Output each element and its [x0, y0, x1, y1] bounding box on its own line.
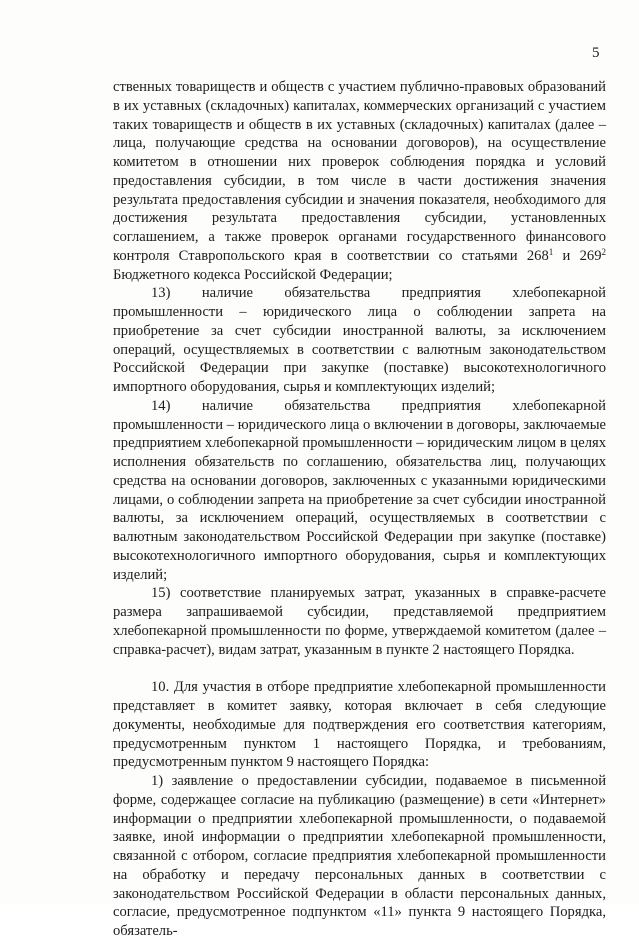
- paragraph-item-14: 14) наличие обязательства предприятия хлебопекарной промышленности – юридического лица о включении в договоры, заключаемые предприятием хлебопекарной промышленности – юридическим лицом в целях исполнения обязательств по соглашению, обязательства лиц, получающих средства на основании договоров, заключенных с указанными юридическими лицами, о соблюдении запрета на приобретение за счет субсидии иностранной валюты, за исключением операций, осуществляемых в соответствии с валютным законодательством Российской Федерации при закупке (поставке) высокотехнологичного импортного оборудования, сырья и комплектующих изделий;: [113, 397, 606, 583]
- paragraph-item-10-1: 1) заявление о предоставлении субсидии, подаваемое в письменной форме, содержащее согласие на публикацию (размещение) в сети «Интернет» информации о предприятии хлебопекарной промышленности, о подаваемой заявке, иной информации о предприятии хлебопекарной промышленности, связанной с отбором, согласие предприятия хлебопекарной промышленности на обработку и передачу персональных данных в соответствии с законодательством Российской Федерации в области персональных данных, согласие, предусмотренное подпунктом «11» пункта 9 настоящего Порядка, обязатель-: [113, 773, 606, 939]
- document-body: [113, 78, 606, 941]
- page-number: 5: [592, 45, 600, 61]
- paragraph-continuation-mid: и 269: [553, 247, 602, 264]
- superscript-2: 2: [601, 246, 607, 257]
- paragraph-section-10: 10. Для участия в отборе предприятие хлебопекарной промышленности представляет в комитет заявку, которая включает в себя следующие документы, необходимые для подтверждения его соответствия категориям, предусмотренным пунктом 1 настоящего Порядка, и требованиям, предусмотренным пунктом 9 настоящего Порядка:: [113, 679, 606, 771]
- paragraph-continuation: [113, 78, 606, 284]
- paragraph-continuation-end: Бюджетного кодекса Российской Федерации;: [113, 266, 393, 283]
- superscript-1: 1: [548, 246, 554, 257]
- paragraph-continuation-text: ственных товариществ и обществ с участием публично-правовых образований в их уставных (складочных) капиталах, коммерческих организаций с участием таких товариществ и обществ в их уставных (складочных) капиталах (далее – лица, получающие средства на основании договоров), на осуществление комитетом в отношении них проверок соблюдения порядка и условий предоставления субсидии, в том числе в части достижения значения результата предоставления субсидии и значения показателя, необходимого для достижения результата предоставления субсидии, установленных соглашением, а также проверок органами государственного финансового контроля Ставропольского края в соответствии со статьями 268: [113, 79, 606, 264]
- paragraph-item-15: 15) соответствие планируемых затрат, указанных в справке-расчете размера запрашиваемой субсидии, представляемой предприятием хлебопекарной промышленности по форме, утверждаемой комитетом (далее – справка-расчет), видам затрат, указанным в пункте 2 настоящего Порядка.: [113, 585, 606, 658]
- paragraph-item-13: 13) наличие обязательства предприятия хлебопекарной промышленности – юридического лица о соблюдении запрета на приобретение за счет субсидии иностранной валюты, за исключением операций, осуществляемых в соответствии с валютным законодательством Российской Федерации при закупке (поставке) высокотехнологичного импортного оборудования, сырья и комплектующих изделий;: [113, 285, 606, 395]
